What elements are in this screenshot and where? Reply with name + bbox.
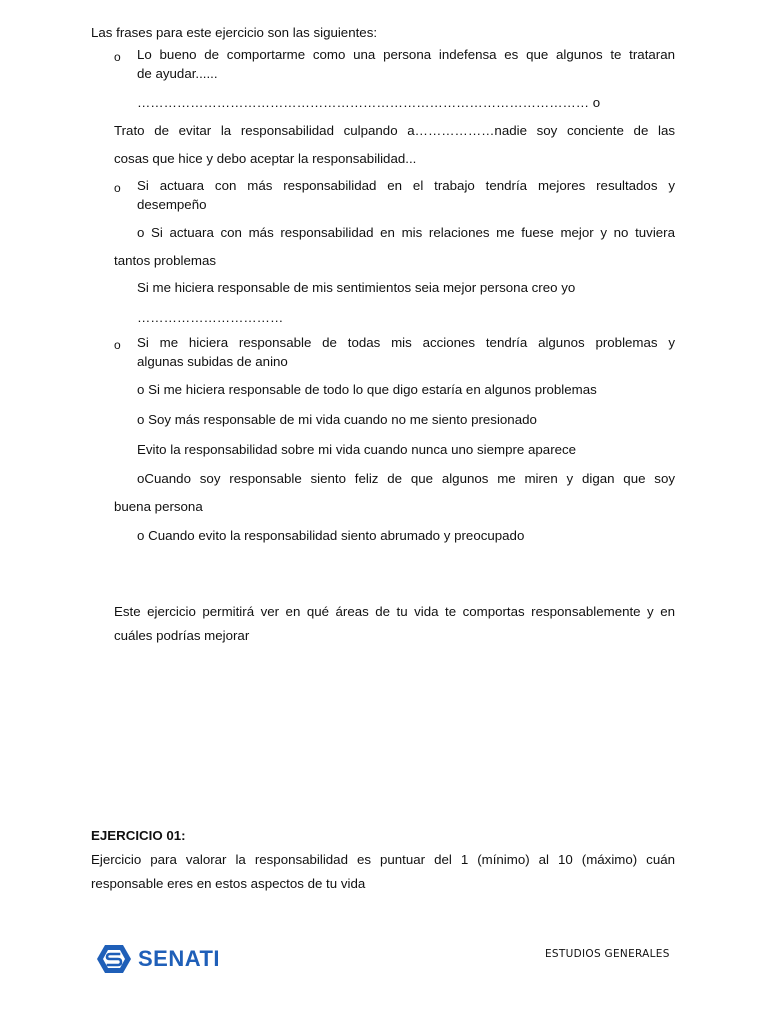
paragraph-2: Si me hiciera responsable de mis sentimientos seia mejor persona creo yo bbox=[137, 280, 576, 295]
paragraph-2-dots: …………………………… bbox=[137, 310, 284, 325]
paragraph-4-line-2: cuáles podrías mejorar bbox=[114, 628, 250, 643]
bullet-2-line-2: desempeño bbox=[137, 197, 207, 212]
exercise-line-2: responsable eres en estos aspectos de tu vida bbox=[91, 876, 366, 891]
paragraph-3: Evito la responsabilidad sobre mi vida cuando nunca uno siempre aparece bbox=[137, 442, 577, 457]
bullet-3-line-1: o Si actuara con más responsabilidad en mis relaciones me fuese mejor y no tuviera bbox=[137, 225, 675, 240]
bullet-5: o Si me hiciera responsable de todo lo que digo estaría en algunos problemas bbox=[137, 382, 597, 397]
bullet-3-line-2: tantos problemas bbox=[114, 253, 216, 268]
exercise-title: EJERCICIO 01: bbox=[91, 828, 186, 843]
paragraph-4-line-1: Este ejercicio permitirá ver en qué áreas de tu vida te comportas responsablemente y en bbox=[114, 604, 675, 619]
paragraph-1-line-2: cosas que hice y debo aceptar la responsabilidad... bbox=[114, 151, 417, 166]
footer-section-label: ESTUDIOS GENERALES bbox=[545, 948, 670, 960]
bullet-marker: o bbox=[114, 338, 121, 352]
bullet-1-line-1: Lo bueno de comportarme como una persona indefensa es que algunos te trataran bbox=[137, 47, 675, 62]
bullet-7-line-1: oCuando soy responsable siento feliz de que algunos me miren y digan que soy bbox=[137, 471, 675, 486]
bullet-2-line-1: Si actuara con más responsabilidad en el trabajo tendría mejores resultados y bbox=[137, 178, 675, 193]
bullet-6: o Soy más responsable de mi vida cuando no me siento presionado bbox=[137, 412, 537, 427]
bullet-1-line-2: de ayudar...... bbox=[137, 66, 218, 81]
exercise-line-1: Ejercicio para valorar la responsabilidad es puntuar del 1 (mínimo) al 10 (máximo) cuán bbox=[91, 852, 675, 867]
bullet-8: o Cuando evito la responsabilidad siento abrumado y preocupado bbox=[137, 528, 525, 543]
bullet-4-line-2: algunas subidas de anino bbox=[137, 354, 288, 369]
bullet-marker: o bbox=[114, 50, 121, 64]
bullet-1-dots: ………………………………………………………………………………………… o bbox=[137, 95, 601, 110]
paragraph-1-line-1: Trato de evitar la responsabilidad culpando a………………nadie soy conciente de las bbox=[114, 123, 675, 138]
senati-logo-text: SENATI bbox=[138, 946, 221, 971]
senati-logo bbox=[96, 944, 220, 974]
bullet-7-line-2: buena persona bbox=[114, 499, 203, 514]
bullet-4-line-1: Si me hiciera responsable de todas mis acciones tendría algunos problemas y bbox=[137, 335, 675, 350]
intro-text: Las frases para este ejercicio son las siguientes: bbox=[91, 25, 378, 40]
senati-logo-icon bbox=[96, 944, 132, 974]
bullet-marker: o bbox=[114, 181, 121, 195]
